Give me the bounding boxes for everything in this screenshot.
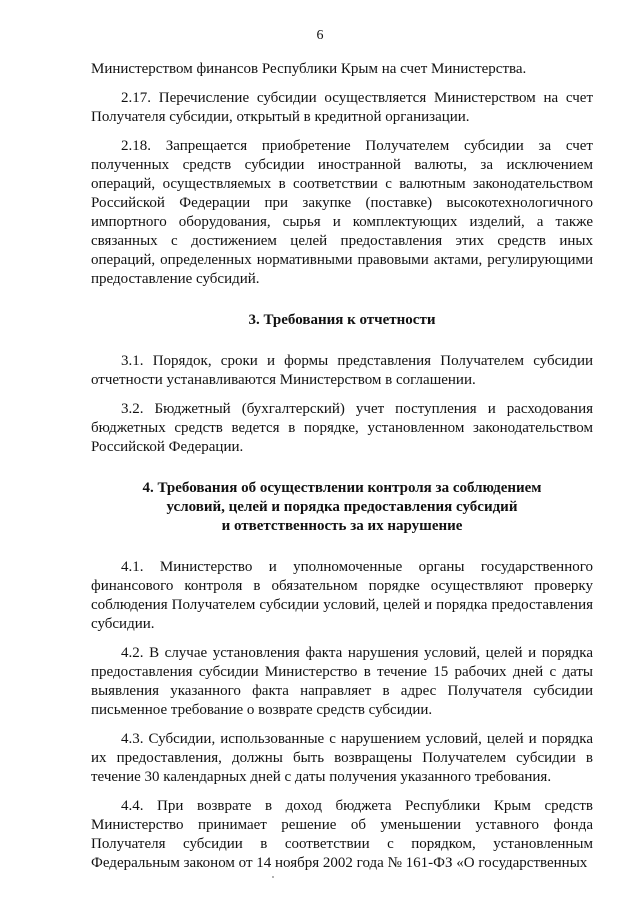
page-number: 6 <box>316 28 324 43</box>
paragraph-4-2: 4.2. В случае установления факта нарушения условий, целей и порядка предоставления субсидии Министерство в течение 15 рабочих дней с даты выявления указанного факта направляет в адрес Получателя субсидии письменное требование о возврате средств субсидии. <box>91 645 593 718</box>
paragraph-4-1: 4.1. Министерство и уполномоченные органы государственного финансового контроля в обязательном порядке осуществляют проверку соблюдения Получателем субсидии условий, целей и порядка предоставления субсидии. <box>91 559 593 632</box>
paragraph-3-2: 3.2. Бюджетный (бухгалтерский) учет поступления и расходования бюджетных средств ведется в порядке, установленном законодательством Российской Федерации. <box>91 401 593 455</box>
paragraph-2-18: 2.18. Запрещается приобретение Получателем субсидии за счет полученных средств субсидии иностранной валюты, за исключением операций, осуществляемых в соответствии с валютным законодательством Российской Федерации при закупке (поставке) высокотехнологичного импортного оборудования, сырья и комплектующих изделий, а также связанных с достижением целей предоставления этих средств иных операций, определенных нормативными правовыми актами, регулирующими предоставление субсидий. <box>91 138 593 287</box>
paragraph-4-4: 4.4. При возврате в доход бюджета Республики Крым средств Министерство принимает решение об уменьшении уставного фонда Получателя субсидии в соответствии с порядком, установленным Федеральным законом от 14 ноября 2002 года № 161-ФЗ «О государственных <box>91 798 593 871</box>
paragraph-continuation: Министерством финансов Республики Крым на счет Министерства. <box>91 61 527 77</box>
section-4-heading-line-2: условий, целей и порядка предоставления субсидий <box>166 499 518 515</box>
section-3-heading: 3. Требования к отчетности <box>248 312 436 328</box>
scan-speck <box>272 876 274 878</box>
document-body <box>91 60 593 873</box>
section-4-heading-line-3: и ответственность за их нарушение <box>221 518 463 534</box>
paragraph-4-3: 4.3. Субсидии, использованные с нарушением условий, целей и порядка их предоставления, должны быть возвращены Получателем субсидии в течение 30 календарных дней с даты получения указанного требования. <box>91 731 593 785</box>
paragraph-2-17: 2.17. Перечисление субсидии осуществляется Министерством на счет Получателя субсидии, открытый в кредитной организации. <box>91 90 593 125</box>
section-4-heading <box>91 479 593 536</box>
paragraph-3-1: 3.1. Порядок, сроки и формы представления Получателем субсидии отчетности устанавливаются Министерством в соглашении. <box>91 353 593 388</box>
section-4-heading-line-1: 4. Требования об осуществлении контроля за соблюдением <box>142 480 542 496</box>
